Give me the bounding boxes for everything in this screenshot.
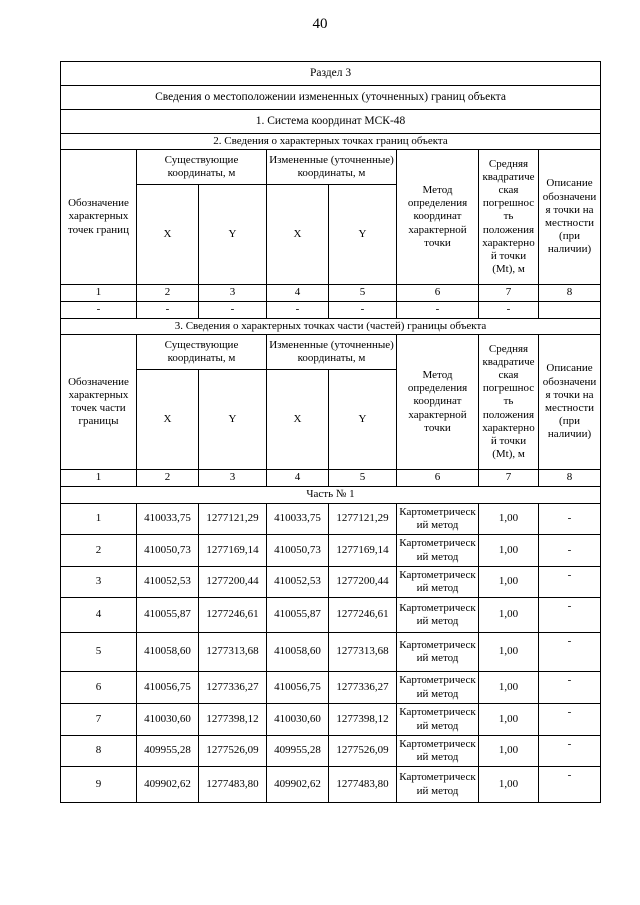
part3-title: 3. Сведения о характерных точках части (частей) границы объекта: [61, 319, 601, 335]
table-cell: 1,00: [479, 736, 539, 767]
column-numbers-row: [61, 470, 601, 487]
table-cell: 9: [61, 767, 137, 803]
table-cell: 1277483,80: [199, 767, 267, 803]
table-row: [61, 567, 601, 598]
table-cell: 410055,87: [137, 598, 199, 633]
column-number: 4: [267, 470, 329, 487]
table-cell: 1277526,09: [329, 736, 397, 767]
coordinate-system: 1. Система координат МСК-48: [61, 110, 601, 134]
table-cell: 1,00: [479, 598, 539, 633]
table-cell: 1277169,14: [199, 535, 267, 567]
table-cell: 410056,75: [267, 672, 329, 704]
table-cell: 410030,60: [267, 704, 329, 736]
table-row: [61, 302, 601, 319]
column-numbers-row: [61, 285, 601, 302]
table-cell: 8: [61, 736, 137, 767]
table-row: [61, 598, 601, 633]
column-number: 2: [137, 285, 199, 302]
column-number: 6: [397, 285, 479, 302]
column-number: 8: [539, 285, 601, 302]
table-cell: 410055,87: [267, 598, 329, 633]
table-cell: 1277398,12: [329, 704, 397, 736]
description-cell: -: [539, 598, 601, 633]
header-existing: Существующие координаты, м: [137, 335, 267, 370]
description-cell: -: [539, 736, 601, 767]
table-cell: 4: [61, 598, 137, 633]
table-cell: 409955,28: [137, 736, 199, 767]
table-cell: 1,00: [479, 504, 539, 535]
table-cell: 1,00: [479, 704, 539, 736]
table-row: [61, 504, 601, 535]
header-description: Описание обозначения точки на местности (при наличии): [539, 150, 601, 285]
table-cell: 410052,53: [267, 567, 329, 598]
table-row: [61, 736, 601, 767]
column-number: 1: [61, 470, 137, 487]
table-cell: 1,00: [479, 767, 539, 803]
header-existing: Существующие координаты, м: [137, 150, 267, 185]
table-cell: -: [329, 302, 397, 319]
table-cell: 1277169,14: [329, 535, 397, 567]
header-y: Y: [199, 185, 267, 285]
table-cell: 409902,62: [267, 767, 329, 803]
table-cell: -: [267, 302, 329, 319]
column-number: 3: [199, 470, 267, 487]
header-error: Средняя квадратическая погрешность положения характерной точки (Mt), м: [479, 335, 539, 470]
method-cell: Картометрический метод: [397, 736, 479, 767]
table-cell: 410050,73: [267, 535, 329, 567]
table-cell: 410030,60: [137, 704, 199, 736]
table-cell: 1,00: [479, 535, 539, 567]
description-cell: -: [539, 567, 601, 598]
table-cell: 1277121,29: [199, 504, 267, 535]
header-x: X: [267, 185, 329, 285]
method-cell: Картометрический метод: [397, 504, 479, 535]
column-number: 6: [397, 470, 479, 487]
table-cell: 1277526,09: [199, 736, 267, 767]
description-cell: -: [539, 767, 601, 803]
table-row: [61, 704, 601, 736]
header-method: Метод определения координат характерной точки: [397, 150, 479, 285]
method-cell: Картометрический метод: [397, 672, 479, 704]
boundary-table: [60, 61, 601, 803]
column-number: 7: [479, 285, 539, 302]
table-cell: 409955,28: [267, 736, 329, 767]
header-x: X: [137, 370, 199, 470]
table-cell: 409902,62: [137, 767, 199, 803]
header-x: X: [267, 370, 329, 470]
table-cell: 1277336,27: [329, 672, 397, 704]
description-cell: -: [539, 672, 601, 704]
column-number: 1: [61, 285, 137, 302]
section-subtitle: Сведения о местоположении измененных (уточненных) границ объекта: [61, 86, 601, 110]
column-number: 3: [199, 285, 267, 302]
table-cell: 3: [61, 567, 137, 598]
table-cell: 1,00: [479, 567, 539, 598]
table-cell: 410052,53: [137, 567, 199, 598]
column-number: 7: [479, 470, 539, 487]
table-cell: 1277336,27: [199, 672, 267, 704]
column-number: 4: [267, 285, 329, 302]
table-cell: 1,00: [479, 633, 539, 672]
table-cell: -: [479, 302, 539, 319]
table-cell: [539, 302, 601, 319]
table-cell: 6: [61, 672, 137, 704]
description-cell: -: [539, 704, 601, 736]
table-row: [61, 672, 601, 704]
table-cell: 1277313,68: [199, 633, 267, 672]
header-x: X: [137, 185, 199, 285]
table-cell: -: [397, 302, 479, 319]
header-error: Средняя квадратическая погрешность положения характерной точки (Mt), м: [479, 150, 539, 285]
table-cell: 410058,60: [267, 633, 329, 672]
table-cell: 1277246,61: [329, 598, 397, 633]
header-changed: Измененные (уточненные) координаты, м: [267, 335, 397, 370]
header-designation: Обозначение характерных точек границ: [61, 150, 137, 285]
table-cell: 1: [61, 504, 137, 535]
description-cell: -: [539, 535, 601, 567]
method-cell: Картометрический метод: [397, 598, 479, 633]
table-cell: 1277313,68: [329, 633, 397, 672]
table-cell: 1277200,44: [329, 567, 397, 598]
header-designation: Обозначение характерных точек части границы: [61, 335, 137, 470]
table-cell: -: [137, 302, 199, 319]
table-cell: 1,00: [479, 672, 539, 704]
description-cell: -: [539, 504, 601, 535]
table-cell: 2: [61, 535, 137, 567]
table-row: [61, 535, 601, 567]
table-cell: -: [199, 302, 267, 319]
table-cell: 410050,73: [137, 535, 199, 567]
table-cell: 1277121,29: [329, 504, 397, 535]
table-row: [61, 633, 601, 672]
column-number: 8: [539, 470, 601, 487]
method-cell: Картометрический метод: [397, 704, 479, 736]
table-row: [61, 767, 601, 803]
description-cell: -: [539, 633, 601, 672]
part2-title: 2. Сведения о характерных точках границ объекта: [61, 134, 601, 150]
column-number: 5: [329, 285, 397, 302]
table-cell: 1277200,44: [199, 567, 267, 598]
method-cell: Картометрический метод: [397, 567, 479, 598]
table-cell: 7: [61, 704, 137, 736]
header-changed: Измененные (уточненные) координаты, м: [267, 150, 397, 185]
method-cell: Картометрический метод: [397, 535, 479, 567]
method-cell: Картометрический метод: [397, 767, 479, 803]
table-cell: 410058,60: [137, 633, 199, 672]
table-cell: 5: [61, 633, 137, 672]
method-cell: Картометрический метод: [397, 633, 479, 672]
table-cell: 1277246,61: [199, 598, 267, 633]
header-y: Y: [329, 185, 397, 285]
table-cell: 1277398,12: [199, 704, 267, 736]
header-y: Y: [329, 370, 397, 470]
column-number: 2: [137, 470, 199, 487]
header-method: Метод определения координат характерной точки: [397, 335, 479, 470]
column-number: 5: [329, 470, 397, 487]
header-y: Y: [199, 370, 267, 470]
table-cell: 410056,75: [137, 672, 199, 704]
table-cell: 410033,75: [267, 504, 329, 535]
part-label: Часть № 1: [61, 487, 601, 504]
table-cell: 410033,75: [137, 504, 199, 535]
table-cell: -: [61, 302, 137, 319]
table-cell: 1277483,80: [329, 767, 397, 803]
page-number: 40: [312, 16, 328, 32]
header-description: Описание обозначения точки на местности (при наличии): [539, 335, 601, 470]
section-title: Раздел 3: [61, 62, 601, 86]
